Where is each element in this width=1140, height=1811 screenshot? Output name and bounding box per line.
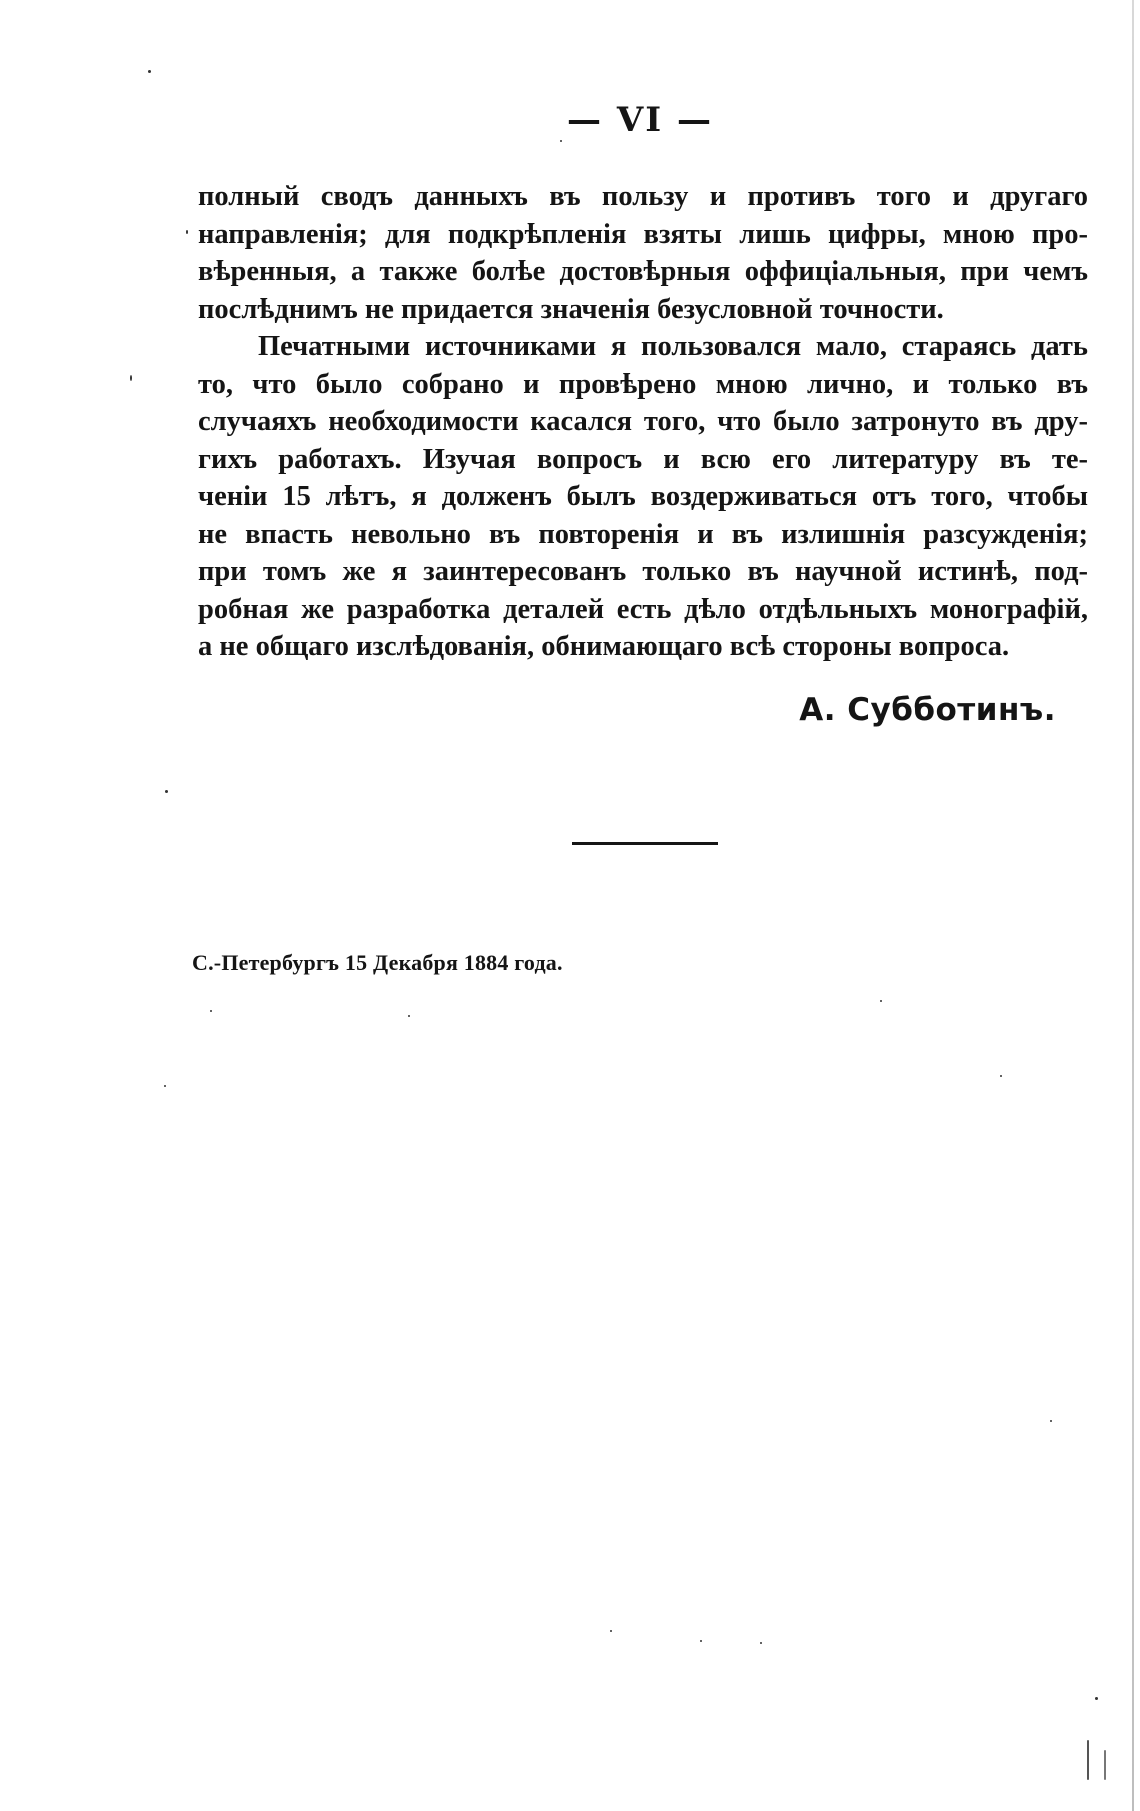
scan-speck bbox=[164, 1085, 166, 1087]
text-line: Печатными источниками я пользовался мало, стараясь дать bbox=[258, 331, 1088, 362]
scan-speck bbox=[700, 1640, 702, 1642]
scan-speck bbox=[130, 375, 132, 381]
author-signature: А. Субботинъ. bbox=[799, 692, 1056, 728]
text-line: робная же разработка деталей есть дѣло отдѣльныхъ монографій, bbox=[198, 593, 1088, 625]
text-line: а не общаго изслѣдованія, обнимающаго всѣ стороны вопроса. bbox=[198, 631, 1010, 662]
scan-speck bbox=[148, 70, 151, 73]
scan-speck bbox=[760, 1642, 762, 1644]
text-line: ченіи 15 лѣтъ, я долженъ былъ воздерживаться отъ того, чтобы bbox=[198, 481, 1088, 512]
horizontal-rule bbox=[572, 842, 718, 845]
scan-speck bbox=[1104, 1750, 1106, 1780]
scan-speck bbox=[1087, 1740, 1089, 1780]
paragraph-2 bbox=[198, 328, 1088, 666]
scan-speck bbox=[165, 790, 168, 793]
scan-speck bbox=[210, 1010, 212, 1012]
place-and-date: С.-Петербургъ 15 Декабря 1884 года. bbox=[192, 950, 563, 975]
scan-speck bbox=[1050, 1420, 1052, 1422]
scan-speck bbox=[186, 230, 188, 234]
text-line: гихъ работахъ. Изучая вопросъ и всю его литературу въ те- bbox=[198, 443, 1088, 475]
scan-speck bbox=[408, 1015, 410, 1017]
scan-speck bbox=[880, 1000, 882, 1002]
text-line: вѣренныя, а также болѣе достовѣрныя оффиціальныя, при чемъ bbox=[198, 256, 1088, 287]
text-line: случаяхъ необходимости касался того, что было затронуто въ дру- bbox=[198, 406, 1088, 437]
body-text bbox=[198, 178, 1088, 666]
text-line: послѣднимъ не придается значенія безусловной точности. bbox=[198, 293, 944, 325]
scan-speck bbox=[560, 140, 562, 142]
text-line: полный сводъ данныхъ въ пользу и противъ того и другаго bbox=[198, 181, 1088, 212]
page-number: — VI — bbox=[567, 100, 713, 140]
text-line: то, что было собрано и провѣрено мною лично, и только въ bbox=[198, 368, 1088, 400]
scan-speck bbox=[1000, 1075, 1002, 1077]
paragraph-1 bbox=[198, 178, 1088, 328]
text-line: направленія; для подкрѣпленія взяты лишь цифры, мною про- bbox=[198, 218, 1088, 250]
text-line: при томъ же я заинтересованъ только въ научной истинѣ, под- bbox=[198, 556, 1088, 587]
scan-speck bbox=[1095, 1697, 1098, 1700]
text-line: не впасть невольно въ повторенія и въ излишнія разсужденія; bbox=[198, 518, 1088, 550]
page-edge-shadow bbox=[1132, 0, 1134, 1811]
scan-speck bbox=[610, 1630, 612, 1632]
